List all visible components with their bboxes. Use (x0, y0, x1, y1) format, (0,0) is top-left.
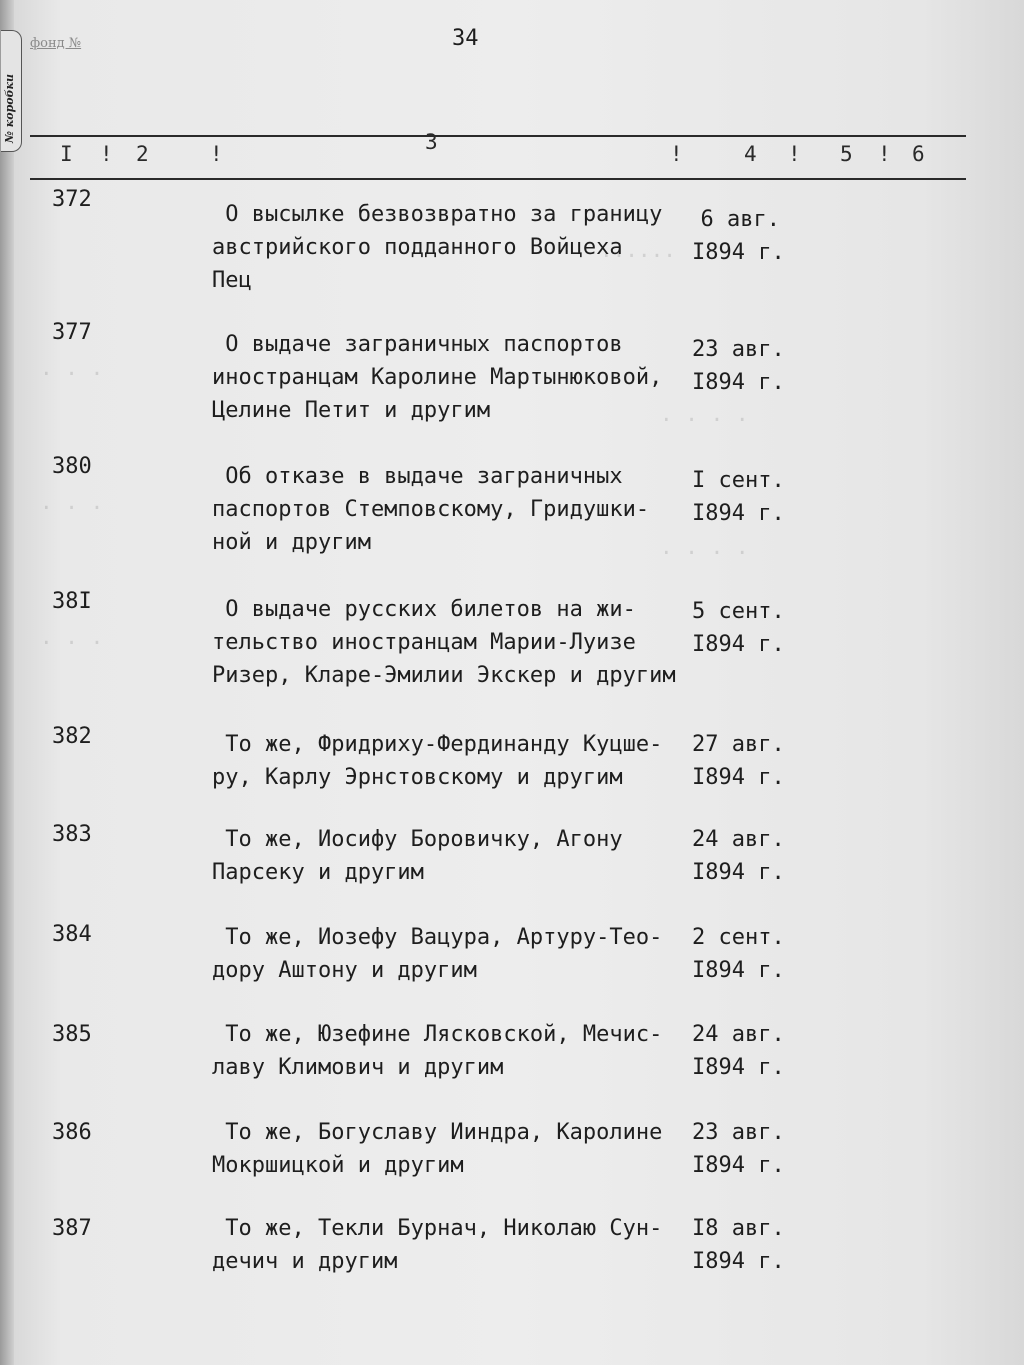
entry-date (692, 823, 785, 889)
entry-date-year: I894 г. (692, 370, 785, 395)
entry-number: 372 (52, 187, 92, 212)
entry-title-line: ной и другим (212, 530, 371, 555)
entry-title (212, 728, 690, 794)
entry-title-line: лаву Климович и другим (212, 1055, 504, 1080)
entry-title-line: паспортов Стемповскому, Гридушки- (212, 497, 650, 522)
entry-number: 386 (52, 1120, 92, 1145)
entry-date-year: I894 г. (692, 1249, 785, 1274)
entry-date-year: I894 г. (692, 765, 785, 790)
entry-date-year: I894 г. (692, 501, 785, 526)
entry-date-day: 27 авг. (692, 732, 785, 757)
header-col-3: 3 (425, 130, 438, 154)
header-col-2: 2 (136, 142, 149, 166)
entry-date-day: 6 авг. (700, 207, 780, 232)
entry-title-line: То же, Текли Бурнач, Николаю Сун- (212, 1216, 663, 1241)
header-col-1: I (60, 142, 73, 166)
entry-number: 385 (52, 1022, 92, 1047)
entry-date-year: I894 г. (692, 632, 785, 657)
entry-title (212, 1018, 690, 1084)
entry-title-line: То же, Фридриху-Фердинанду Куцше- (212, 732, 663, 757)
entry-date-day: 2 сент. (692, 925, 785, 950)
box-number-label: № коробки (3, 74, 16, 143)
entry-date (692, 203, 785, 269)
entry-title (212, 921, 690, 987)
entry-date (692, 464, 785, 530)
entry-date-day: 24 авг. (692, 827, 785, 852)
entry-title-line: То же, Иозефу Вацура, Артуру-Тео- (212, 925, 663, 950)
header-separator: ! (788, 142, 801, 166)
header-col-5: 5 (840, 142, 853, 166)
entry-title (212, 1212, 690, 1278)
entry-date-year: I894 г. (692, 958, 785, 983)
entry-number: 380 (52, 454, 92, 479)
entry-date-year: I894 г. (692, 860, 785, 885)
header-separator: ! (670, 142, 683, 166)
entry-title-line: То же, Иосифу Боровичку, Агону (212, 827, 623, 852)
entry-title-line: То же, Богуславу Ииндра, Каролине (212, 1120, 663, 1145)
entry-title-line: Ризер, Кларе-Эмилии Экскер и другим (212, 663, 676, 688)
entry-title-line: Об отказе в выдаче заграничных (212, 464, 623, 489)
header-top-rule (30, 135, 966, 137)
entry-date-day: 24 авг. (692, 1022, 785, 1047)
entry-title-line: дечич и другим (212, 1249, 398, 1274)
entry-title-line: О выдаче заграничных паспортов (212, 332, 623, 357)
document-page: № коробки фонд № 34 ...... . . . . . . . . . . . . . . . . . I ! 2 ! 3 ! 4 ! 5 ! 6 372 О высылке безвозвратно за границу австрийского подданного Войцеха Пец 6 авг. I894 г. 377 О выдаче заграничных паспортов иностранцам Каролине Мартынюковой, Целине Петит и другим 23 авг. I894 г. 380 Об отказе в выдаче заграничных паспортов Стемповскому, Гридушки- ной и другим I сент. I894 г. 38I О выдаче русских билетов на жи- тельство иностранцам Марии-Луизе Ризер, Кларе-Эмилии Экскер и другим 5 сент. I894 г. 382 То же, Фридриху-Фердинанду Куцше- ру, Карлу Эрнстовскому и другим 27 авг. I894 г. 383 То же, Иосифу Боровичку, Агону Парсеку и другим 24 авг. I894 г. 384 То же, Иозефу Вацура, Артуру-Тео- дору Аштону и другим 2 сент. I894 г. 385 То же, Юзефине Лясковской, Мечис- лаву Климович и другим 24 авг. I894 г. 386 То же, Богуславу Ииндра, Каролине Мокршицкой и другим 23 авг. I894 г. 387 То же, Текли Бурнач, Николаю Сун- дечич и другим I8 авг. I894 г. (0, 0, 1024, 1365)
entry-title-line: тельство иностранцам Марии-Луизе (212, 630, 636, 655)
entry-title (212, 328, 690, 427)
header-col-6: 6 (912, 142, 925, 166)
entry-number: 384 (52, 922, 92, 947)
page-number: 34 (452, 26, 479, 51)
entry-date-day: 5 сент. (692, 599, 785, 624)
entry-title (212, 823, 690, 889)
entry-title (212, 460, 690, 559)
box-number-tab (1, 30, 22, 152)
entry-title-line: То же, Юзефине Лясковской, Мечис- (212, 1022, 663, 1047)
header-separator: ! (210, 142, 223, 166)
entry-title-line: Пец (212, 268, 252, 293)
entry-title (212, 593, 690, 692)
entry-title-line: О высылке безвозвратно за границу (212, 202, 663, 227)
entry-number: 377 (52, 320, 92, 345)
entry-title-line: О выдаче русских билетов на жи- (212, 597, 636, 622)
header-col-4: 4 (744, 142, 757, 166)
entry-title-line: Парсеку и другим (212, 860, 424, 885)
entry-date-year: I894 г. (692, 240, 785, 265)
entry-title (212, 1116, 690, 1182)
entry-date (692, 1018, 785, 1084)
entry-date-year: I894 г. (692, 1153, 785, 1178)
fond-mark: фонд № (30, 36, 82, 51)
entry-date-year: I894 г. (692, 1055, 785, 1080)
header-bottom-rule (30, 178, 966, 180)
header-separator: ! (100, 142, 113, 166)
entry-date (692, 595, 785, 661)
entry-number: 383 (52, 822, 92, 847)
entry-title-line: дору Аштону и другим (212, 958, 477, 983)
entry-date-day: I сент. (692, 468, 785, 493)
entry-date-day: 23 авг. (692, 1120, 785, 1145)
entry-date-day: 23 авг. (692, 337, 785, 362)
entry-date (692, 333, 785, 399)
entry-date (692, 1212, 785, 1278)
binding-edge (0, 0, 14, 1365)
entry-title-line: ру, Карлу Эрнстовскому и другим (212, 765, 623, 790)
entry-number: 382 (52, 724, 92, 749)
entry-title-line: австрийского подданного Войцеха (212, 235, 623, 260)
entry-date-day: I8 авг. (692, 1216, 785, 1241)
entry-number: 38I (52, 589, 92, 614)
entry-title (212, 198, 690, 297)
header-separator: ! (878, 142, 891, 166)
entry-title-line: Мокршицкой и другим (212, 1153, 464, 1178)
entry-title-line: иностранцам Каролине Мартынюковой, (212, 365, 663, 390)
entry-number: 387 (52, 1216, 92, 1241)
entry-date (692, 1116, 785, 1182)
entry-date (692, 728, 785, 794)
entry-title-line: Целине Петит и другим (212, 398, 491, 423)
entry-date (692, 921, 785, 987)
